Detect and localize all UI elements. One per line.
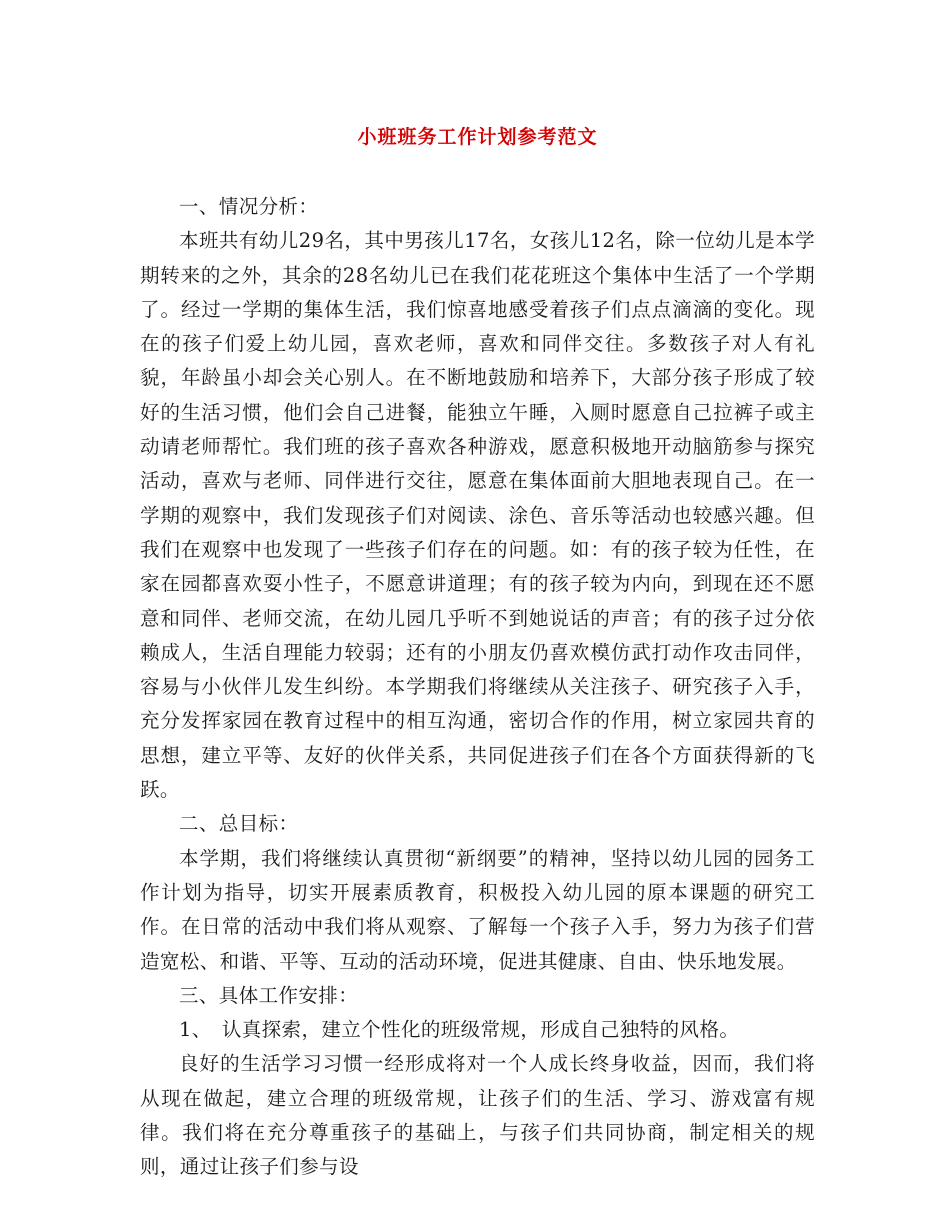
paragraph-habits: 良好的生活学习习惯一经形成将对一个人成长终身收益，因而，我们将从现在做起，建立合理的班级常规，让孩子们的生活、学习、游戏富有规律。我们将在充分尊重孩子的基础上，与孩子们共同协商，制定相关的规则，通过让孩子们参与设 (140, 1052, 815, 1179)
document-body (140, 190, 815, 1185)
paragraph-goal: 本学期，我们将继续认真贯彻“新纲要”的精神，坚持以幼儿园的园务工作计划为指导，切实开展素质教育，积极投入幼儿园的原本课题的研究工作。在日常的活动中我们将从观察、了解每一个孩子入手，努力为孩子们营造宽松、和谐、平等、互动的活动环境，促进其健康、自由、快乐地发展。 (140, 846, 815, 973)
list-item-1: 1、 认真探索，建立个性化的班级常规，形成自己独特的风格。 (179, 1018, 740, 1042)
section-heading-goal: 二、总目标： (179, 812, 299, 836)
document-title: 小班班务工作计划参考范文 (357, 126, 598, 148)
section-heading-situation: 一、情况分析： (179, 195, 319, 218)
section-heading-arrangement: 三、具体工作安排： (179, 983, 359, 1007)
paragraph-situation: 本班共有幼儿29名，其中男孩儿17名，女孩儿12名，除一位幼儿是本学期转来的之外，其余的28名幼儿已在我们花花班这个集体中生活了一个学期了。经过一学期的集体生活，我们惊喜地感受着孩子们点点滴滴的变化。现在的孩子们爱上幼儿园，喜欢老师，喜欢和同伴交往。多数孩子对人有礼貌，年龄虽小却会关心别人。在不断地鼓励和培养下，大部分孩子形成了较好的生活习惯，他们会自己进餐，能独立午睡，入厕时愿意自己拉裤子或主动请老师帮忙。我们班的孩子喜欢各种游戏，愿意积极地开动脑筋参与探究活动，喜欢与老师、同伴进行交往，愿意在集体面前大胆地表现自己。在一学期的观察中，我们发现孩子们对阅读、涂色、音乐等活动也较感兴趣。但我们在观察中也发现了一些孩子们存在的问题。如：有的孩子较为任性，在家在园都喜欢耍小性子，不愿意讲道理；有的孩子较为内向，到现在还不愿意和同伴、老师交流，在幼儿园几乎听不到她说话的声音；有的孩子过分依赖成人，生活自理能力较弱；还有的小朋友仍喜欢模仿武打动作攻击同伴，容易与小伙伴儿发生纠纷。本学期我们将继续从关注孩子、研究孩子入手，充分发挥家园在教育过程中的相互沟通，密切合作的作用，树立家园共育的思想，建立平等、友好的伙伴关系，共同促进孩子们在各个方面获得新的飞跃。 (140, 229, 815, 802)
